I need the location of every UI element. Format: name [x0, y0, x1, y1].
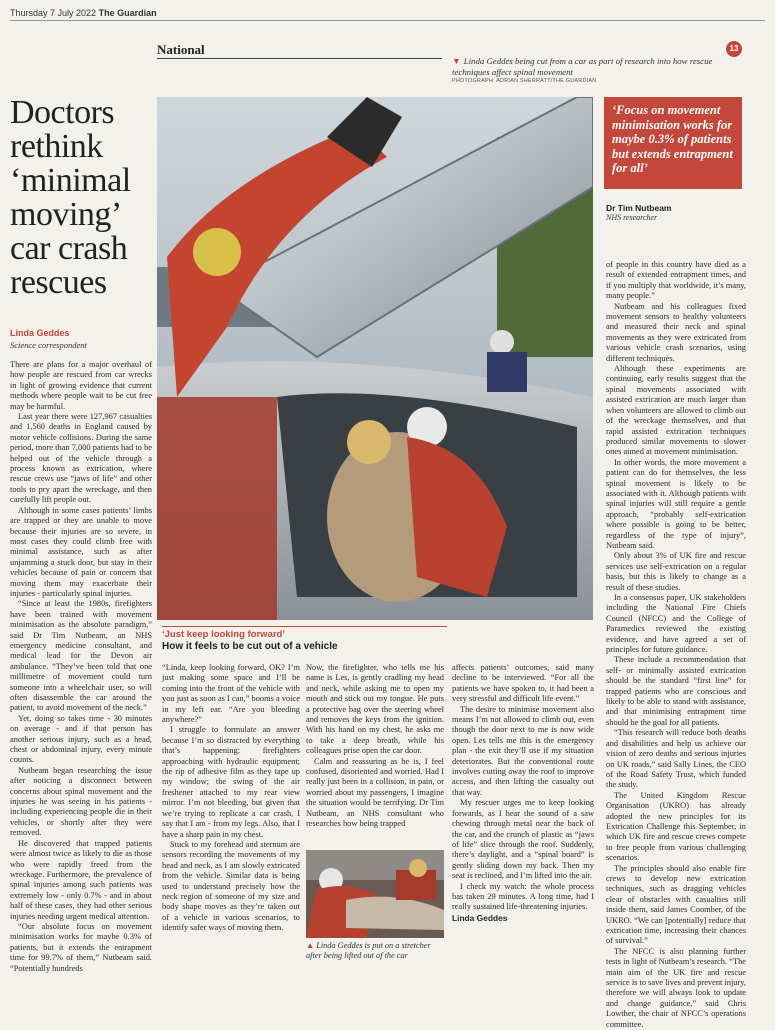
paragraph: He discovered that trapped patients were almost twice as likely to die as those who were rapidly freed from the wreckage. Furthermore, the prevalence of spinal injuries among such patients was extremely low - only 0.7% - and in about half of these cases, they had other serious injuries needing urgent medical attention.: [10, 838, 152, 921]
paragraph: Last year there were 127,967 casualties and 1,560 deaths in England caused by motor vehicle collisions. During the same period, more than 7,000 patients had to be helped out of the vehicle through a process known as extrication, where rescue crews use “jaws of life” and other tools to pry apart the wreckage, and then carefully lift people out.: [10, 412, 152, 505]
byline-role: Science correspondent: [10, 340, 87, 350]
paragraph: Yet, doing so takes time - 30 minutes on average - and if that person has another serious injury, such as a head, chest or abdominal injury, every minute counts.: [10, 713, 152, 765]
sidebar-signature: Linda Geddes: [452, 912, 508, 923]
paragraph: “This research will reduce both deaths and disabilities and help us achieve our vision of zero deaths and serious injuries on UK roads,” said Sally Lines, the CEO of the Road Safety Trust, which funded the study.: [606, 728, 746, 790]
column-3: [306, 663, 444, 830]
pull-quote-name: Dr Tim Nutbeam: [606, 203, 672, 213]
paragraph: Only about 3% of UK fire and rescue services use self-extrication on a regular basis, but this is likely to change as a result of these studies.: [606, 551, 746, 592]
stretcher-photo-illustration: [306, 850, 444, 938]
column-2: [162, 663, 300, 934]
paragraph: The United Kingdom Rescue Organisation (UKRO) has already adopted the new principles for its Extrication Challenge this September, in which UK fire and rescue crews compete to free people from various challenging scenarios.: [606, 790, 746, 863]
paragraph: I struggle to formulate an answer because I’m so distracted by everything that’s happening: firefighters approaching with hydraulic equipment; the rip of adhesive film as they tape up my window; the swing of the air freshener attached to my rear view mirror. I’m not bleeding, but given that we’re trying to replicate a car crash, I say that I am - from my legs. Also, that I have a sharp pain in my chest.: [162, 725, 300, 839]
paper-name: The Guardian: [98, 8, 157, 18]
pull-quote-role: NHS researcher: [606, 213, 658, 222]
paragraph: “Our absolute focus on movement minimisation works for maybe 0.3% of patients, but it extends the entrapment time for 99.7% of them,” Nutbeam said. “Potentially hundreds: [10, 921, 152, 973]
section-rule: [157, 58, 442, 59]
paragraph: affects patients’ outcomes, said many decline to be interviewed. “For all the patients we have spoken to, it had been a very stressful and difficult life event.”: [452, 663, 594, 704]
section-label: National: [157, 42, 205, 57]
top-rule: [10, 20, 765, 21]
subheading: How it feels to be cut out of a vehicle: [162, 641, 338, 652]
byline-name: Linda Geddes: [10, 328, 70, 338]
paragraph: I check my watch: the whole process has taken 29 minutes. A long time, had I really sustained life-threatening injuries.: [452, 881, 594, 912]
pull-quote: ‘Focus on movement minimisation works for maybe 0.3% of patients but extends entrapment for all’: [604, 97, 742, 189]
headline: Doctors rethink ‘minimal moving’ car crash rescues: [10, 94, 131, 301]
inset-photo: [306, 850, 444, 938]
paragraph: Although these experiments are continuing, early results suggest that the spinal movements associated with assisted extrication are much larger than when volunteers are allowed to climb out of the wreckage themselves, and that rapid assisted extrication techniques produced similar movements to slower ones aimed at movement minimisation.: [606, 364, 746, 457]
paragraph: The principles should also enable fire crews to develop new extrication techniques, such as dragging vehicles clear of obstacles with casualties still inside them, said James Coomber, of the UKRO. “We can [potentially] reduce that extrication time, increasing their chances of survival.”: [606, 863, 746, 946]
paragraph: The desire to minimise movement also means I’m not allowed to climb out, even though the door next to me is now wide open. Les tells me this is the emergency plan - the exit they’ll use if my situation deteriorates. But the conventional route involves cutting away the roof to improve access, and then lifting the casualty out that way.: [452, 704, 594, 797]
paragraph: “Since at least the 1980s, firefighters have been trained with movement minimisation as the absolute paradigm,” said Dr Tim Nutbeam, an NHS emergency medicine consultant, and medical lead for the Devon air ambulance. “They’ve been told that one millimetre of movement could turn someone into a wheelchair user, so will often disassemble the car around the patient, to avoid movement of the neck.”: [10, 599, 152, 713]
photo-credit: PHOTOGRAPH: ADRIAN SHERRATT/THE GUARDIAN: [452, 78, 597, 84]
caption-arrow-icon: ▼: [452, 56, 461, 66]
paragraph: of people in this country have died as a result of extended entrapment times, and if you multiply that worldwide, it’s many, many people.”: [606, 260, 746, 301]
paragraph: There are plans for a major overhaul of how people are rescued from car wrecks in light of growing evidence that current methods where people wait to be cut free may be harmful.: [10, 360, 152, 411]
caption-arrow-icon: ▲: [306, 941, 315, 950]
column-1: [10, 360, 152, 974]
kicker: ‘Just keep looking forward’: [162, 629, 285, 640]
inset-caption-text: Linda Geddes is put on a stretcher after being lifted out of the car: [306, 941, 431, 960]
paragraph: Now, the firefighter, who tells me his name is Les, is gently cradling my head and neck, while asking me to open my mouth and stick out my tongue. He puts a protective bag over the steering wheel and removes the keys from the ignition. With his hand on my chest, he asks me to take a deep breath, while his colleagues prise open the car door.: [306, 663, 444, 756]
paragraph: Although in some cases patients’ limbs are trapped or they are unable to move because their injuries are so severe, in most cases they could climb free with minimal assistance, such as after unjamming a stuck door, but stay in their vehicles because of pain or concern that moving them may exacerbate their injuries - particularly spinal injuries.: [10, 505, 152, 598]
inset-caption: [306, 941, 446, 961]
photo-caption-text: Linda Geddes being cut from a car as part of research into how rescue techniques affect spinal movement: [452, 56, 713, 77]
column-5: [606, 260, 746, 1030]
issue-date: Thursday 7 July 2022: [10, 8, 97, 18]
paragraph: Calm and reassuring as he is, I feel confused, disoriented and worried. Had I really just been in a collision, in pain, or worried about my passengers, I imagine the situation would be terrifying. Dr Tim Nutbeam, an NHS consultant who researches how being trapped: [306, 756, 444, 829]
rescue-photo-illustration: [157, 97, 593, 620]
photo-caption: [452, 56, 732, 77]
paragraph: In other words, the more movement a patient can do for themselves, the less spinal movement is likely to be associated with it. Although patients with spinal injuries will still require a gentle approach, “probably self-extrication where possible is going to be better, regardless of the type of injury”, Nutbeam said.: [606, 457, 746, 550]
paragraph: “Linda, keep looking forward, OK? I’m just making some space and I’ll be coming into the front of the vehicle with you just as soon as I can,” booms a voice in my left ear. “Are you bleeding anywhere?”: [162, 663, 300, 725]
page-number: 13: [726, 41, 742, 57]
kicker-rule: [162, 626, 447, 627]
paragraph: Stuck to my forehead and sternum are sensors recording the movements of my head and neck, as I am slowly extricated from the vehicle. Similar data is being used to understand precisely how the neck region of someone of my size and body shape moves as they’re taken out of a vehicle in various scenarios, to identify safer ways of moving them.: [162, 839, 300, 933]
column-4: [452, 663, 594, 923]
paragraph: The NFCC is also planning further tests in light of Nutbeam’s research. “The main aim of the UK fire and rescue service is to save lives and prevent injury, therefore we will always look to update and change guidance,” said Chris Lowther, the chair of NFCC’s operations committee.: [606, 946, 746, 1029]
paragraph: My rescuer urges me to keep looking forwards, as I hear the sound of a saw chewing through metal near the back of the car, and the crunch of plastic as “jaws of life” slice through the roof. Suddenly, there’s daylight, and a “spinal board” is gently sliding down my back. Then my seat is reclined, and I’m lifted into the air.: [452, 798, 594, 881]
paragraph: Nutbeam and his colleagues fixed movement sensors to healthy volunteers and measured their neck and spinal movements as they were extricated from various vehicle crash scenarios, using different techniques.: [606, 301, 746, 363]
main-photo: [157, 97, 593, 620]
paragraph: In a consensus paper, UK stakeholders including the National Fire Chiefs Council (NFCC) and the College of Paramedics reviewed the existing evidence, and have agreed a set of principles for future guidance.: [606, 593, 746, 655]
paragraph: These include a recommendation that self- or minimally assisted extrication should be the standard “first line” for trapped patients who are conscious and likely to be able to stand with assistance, and that minimising entrapment time should be the goal for all patients.: [606, 655, 746, 727]
paragraph: Nutbeam began researching the issue after noticing a disconnect between concerns about spinal movement and the injuries he was seeing in his patients - including experiencing people die in their vehicles, or shortly after they were removed.: [10, 765, 152, 838]
masthead-date: [10, 8, 157, 18]
